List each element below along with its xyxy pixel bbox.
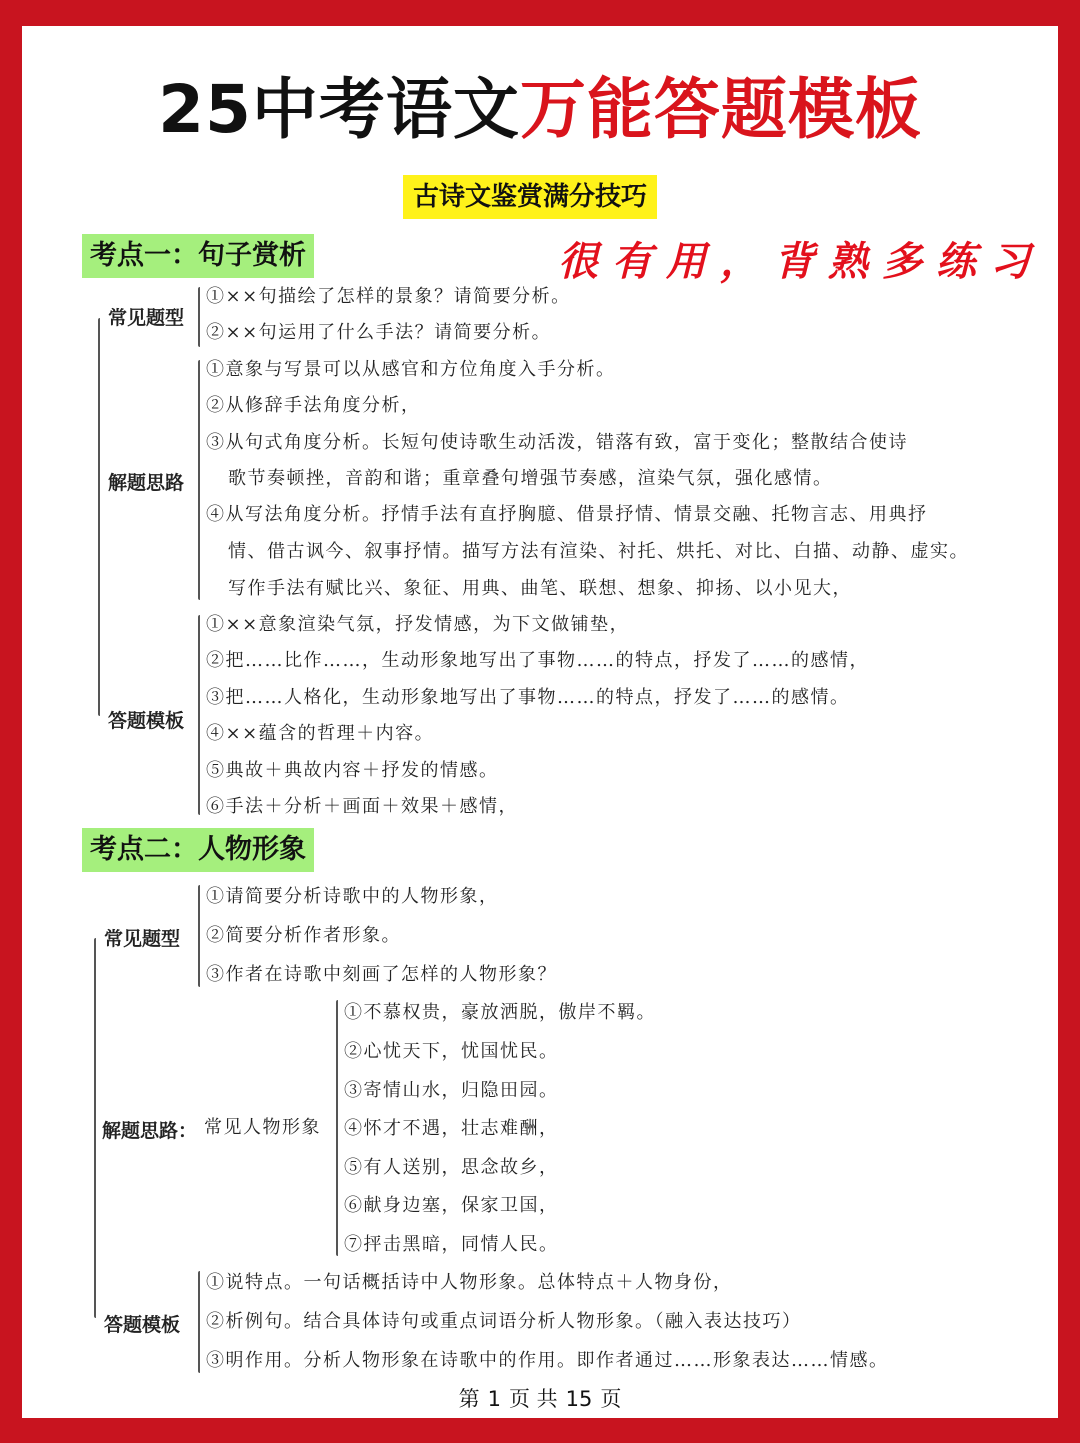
s1-approach-label: 解题思路	[108, 472, 185, 494]
s2-template-item: ③明作用。分析人物形象在诗歌中的作用。即作者通过……形象表达……情感。	[206, 1350, 889, 1371]
s2-approach-item: ④怀才不遇，壮志难酬，	[344, 1118, 559, 1139]
footer-prefix: 第	[458, 1387, 480, 1411]
title-red: 万能答题模板	[519, 71, 922, 148]
s2-common-label: 常见题型	[104, 928, 181, 950]
s2-approach-item: ⑦抨击黑暗，同情人民。	[344, 1234, 559, 1255]
s1-approach-item: ①意象与写景可以从感官和方位角度入手分析。	[206, 359, 616, 380]
s2-common-item: ③作者在诗歌中刻画了怎样的人物形象？	[206, 964, 557, 985]
s1-approach-item: 情、借古讽今、叙事抒情。描写方法有渲染、衬托、烘托、对比、白描、动静、虚实。	[228, 541, 969, 562]
s1-approach-item: ③从句式角度分析。长短句使诗歌生动活泼，错落有致，富于变化；整散结合使诗	[206, 432, 908, 453]
title-black: 25中考语文	[158, 71, 520, 148]
s2-template-item: ①说特点。一句话概括诗中人物形象。总体特点＋人物身份，	[206, 1272, 733, 1293]
s2-approach-sub-label: 常见人物形象	[204, 1117, 321, 1138]
s2-template-item: ②析例句。结合具体诗句或重点词语分析人物形象。（融入表达技巧）	[206, 1311, 802, 1332]
s1-template-brace	[198, 615, 200, 815]
s2-template-brace	[198, 1271, 200, 1373]
s2-common-brace	[198, 885, 200, 987]
footer-total: 15	[565, 1387, 593, 1411]
s1-common-brace	[198, 287, 200, 347]
s1-approach-item: 歌节奏顿挫，音韵和谐；重章叠句增强节奏感，渲染气氛，强化感情。	[228, 468, 833, 489]
s1-template-item: ③把……人格化，生动形象地写出了事物……的特点，抒发了……的感情。	[206, 687, 850, 708]
s2-common-item: ①请简要分析诗歌中的人物形象，	[206, 886, 499, 907]
s1-approach-item: 写作手法有赋比兴、象征、用典、曲笔、联想、想象、抑扬、以小见大，	[228, 578, 852, 599]
footer-page: 1	[487, 1387, 501, 1411]
s1-template-label: 答题模板	[108, 710, 185, 732]
s1-approach-item: ④从写法角度分析。抒情手法有直抒胸臆、借景抒情、情景交融、托物言志、用典抒	[206, 504, 928, 525]
section2-main-brace	[94, 938, 96, 1318]
s2-approach-item: ①不慕权贵，豪放洒脱，傲岸不羁。	[344, 1002, 656, 1023]
s1-template-item: ⑥手法＋分析＋画面＋效果＋感情，	[206, 796, 518, 817]
page-title	[0, 68, 1080, 152]
s2-approach-brace	[336, 1000, 338, 1256]
s2-approach-item: ⑥献身边塞，保家卫国，	[344, 1195, 559, 1216]
s1-template-item: ①××意象渲染气氛，抒发情感，为下文做铺垫，	[206, 614, 630, 635]
s2-approach-item: ⑤有人送别，思念故乡，	[344, 1157, 559, 1178]
s1-common-label: 常见题型	[108, 307, 185, 329]
handwritten-note: 很有用，背熟多练习	[558, 238, 1044, 285]
section1-heading: 考点一：句子赏析	[82, 234, 314, 278]
s2-common-item: ②简要分析作者形象。	[206, 925, 401, 946]
section2-heading: 考点二：人物形象	[82, 828, 314, 872]
s2-approach-item: ③寄情山水，归隐田园。	[344, 1080, 559, 1101]
s1-approach-item: ②从修辞手法角度分析，	[206, 395, 421, 416]
subtitle-banner: 古诗文鉴赏满分技巧	[403, 175, 657, 219]
footer-suffix: 页	[600, 1387, 622, 1411]
s2-approach-item: ②心忧天下，忧国忧民。	[344, 1041, 559, 1062]
footer-mid: 页 共	[508, 1387, 558, 1411]
s1-common-item: ①××句描绘了怎样的景象？请简要分析。	[206, 286, 571, 307]
page-footer	[0, 1383, 1080, 1413]
s1-common-item: ②××句运用了什么手法？请简要分析。	[206, 322, 552, 343]
s2-approach-label: 解题思路：	[102, 1120, 198, 1142]
s1-template-item: ⑤典故＋典故内容＋抒发的情感。	[206, 760, 499, 781]
s1-template-item: ②把……比作……，生动形象地写出了事物……的特点，抒发了……的感情，	[206, 650, 869, 671]
s2-template-label: 答题模板	[104, 1314, 181, 1336]
s1-approach-brace	[198, 360, 200, 600]
s1-template-item: ④××蕴含的哲理＋内容。	[206, 723, 435, 744]
section1-main-brace	[98, 318, 100, 716]
